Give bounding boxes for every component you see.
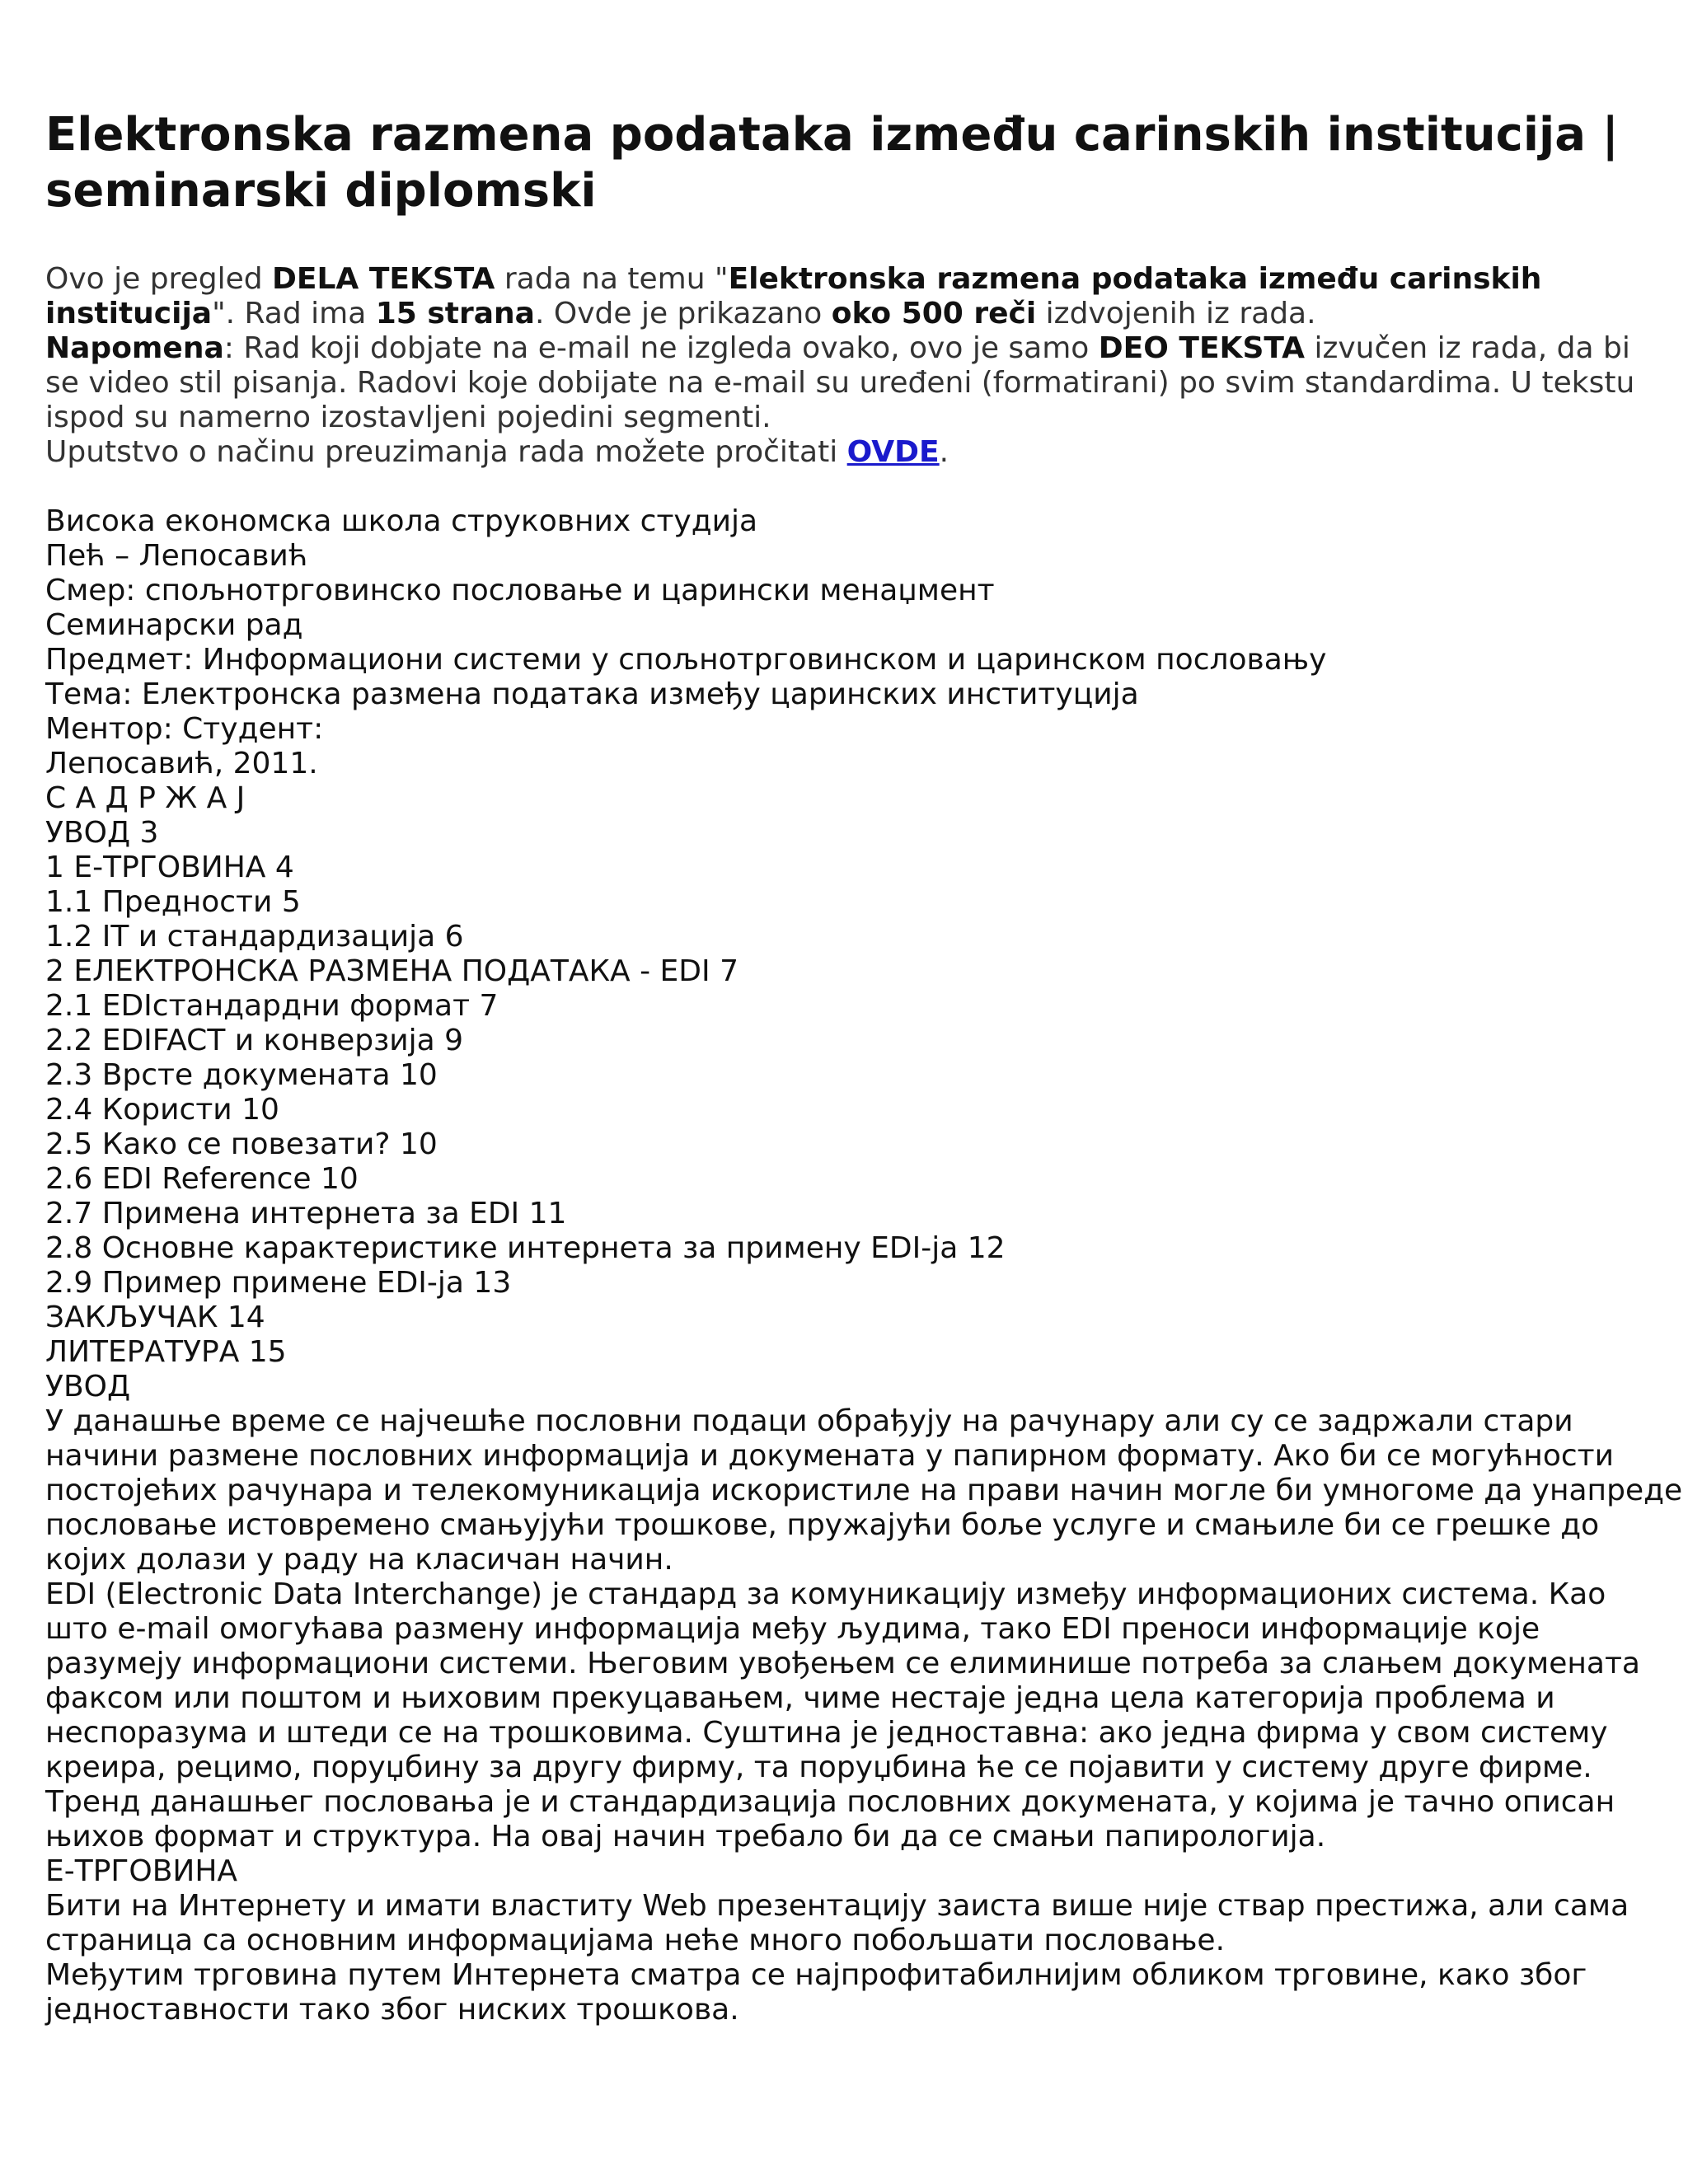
intro-notice <box>45 262 1653 470</box>
intro-bold: DELA TEKSTA <box>272 262 495 296</box>
paragraph-line: факсом или поштом и њиховим прекуцавањем, чиме нестаје једна цела категорија проблема и <box>45 1681 1555 1715</box>
paragraph-line: страница са основним информацијама неће много побољшати пословање. <box>45 1924 1226 1957</box>
content-line: Лепосавић, 2011. <box>45 747 318 780</box>
toc-item: УВОД 3 <box>45 816 159 850</box>
intro-line-2 <box>45 297 1653 331</box>
intro-text: : Rad koji dobjate na e-mail ne izgleda ovako, ovo je samo <box>223 331 1099 365</box>
intro-line-4: se video stil pisanja. Radovi koje dobijate na e-mail su uređeni (formatirani) po svim standardima. U tekstu <box>45 366 1635 400</box>
intro-topic-bold: institucija <box>45 297 213 330</box>
paragraph-line: разумеју информациони системи. Његовим увођењем се елиминише потреба за слањем докумената <box>45 1647 1640 1680</box>
toc-item: 2.9 Пример примене EDI-ја 13 <box>45 1266 512 1300</box>
intro-text: izvučen iz rada, da bi <box>1305 331 1630 365</box>
paragraph-line: Бити на Интернету и имати властиту Web презентацију заиста више није ствар престижа, али сама <box>45 1889 1629 1923</box>
intro-text: Uputstvo o načinu preuzimanja rada možete pročitati <box>45 435 847 469</box>
toc-item: 2.4 Користи 10 <box>45 1093 279 1127</box>
intro-text: . <box>939 435 950 469</box>
spacer <box>45 470 1653 504</box>
section-heading: Е-ТРГОВИНА <box>45 1854 238 1888</box>
intro-topic-bold: Elektronska razmena podataka između carinskih <box>728 262 1542 296</box>
content-line: Тема: Електронска размена података између царинских институција <box>45 677 1139 711</box>
paragraph-line: што e-mail омогућава размену информација међу људима, тако EDI преноси информације које <box>45 1612 1540 1646</box>
download-instructions-link[interactable]: OVDE <box>846 435 940 469</box>
toc-item: 2.8 Основне карактеристике интернета за примену EDI-ја 12 <box>45 1231 1006 1265</box>
content-line: Висока економска школа струковних студија <box>45 504 758 538</box>
toc-item: 1 Е-ТРГОВИНА 4 <box>45 851 294 884</box>
word-count: oko 500 reči <box>831 297 1037 330</box>
intro-line-3 <box>45 331 1653 366</box>
content-line: Ментор: Студент: <box>45 712 324 746</box>
paragraph-line: креира, рецимо, поруџбину за другу фирму, та поруџбина ће се појавити у систему друге фирме. <box>45 1750 1592 1784</box>
content-line: Предмет: Информациони системи у спољнотрговинском и царинском пословању <box>45 643 1327 677</box>
paper-excerpt <box>45 504 1683 2027</box>
toc-item: 2.5 Како се повезати? 10 <box>45 1127 438 1161</box>
content-line: Смер: спољнотрговинско пословање и царински менаџмент <box>45 574 995 607</box>
intro-text: . Ovde je prikazano <box>534 297 832 330</box>
paragraph-line: постојећих рачунара и телекомуникација искористиле на прави начин могле би умногоме да унапреде <box>45 1474 1683 1507</box>
toc-heading: С А Д Р Ж А Ј <box>45 781 246 815</box>
page-title <box>45 107 1653 219</box>
section-heading: УВОД <box>45 1370 131 1404</box>
toc-item: 1.1 Предности 5 <box>45 885 301 919</box>
intro-text: izdvojenih iz rada. <box>1036 297 1316 330</box>
intro-text: Ovo je pregled <box>45 262 273 296</box>
page-count: 15 strana <box>375 297 535 330</box>
intro-text: ". Rad ima <box>212 297 376 330</box>
paragraph-line: једноставности тако због ниских трошкова. <box>45 1993 739 2027</box>
paragraph-line: У данашње време се најчешће пословни подаци обрађују на рачунару али су се задржали стари <box>45 1404 1573 1438</box>
intro-line-1 <box>45 262 1653 297</box>
toc-item: 2.6 EDI Reference 10 <box>45 1162 359 1196</box>
toc-item: 2.1 EDIстандардни формат 7 <box>45 989 499 1023</box>
content-line: Семинарски рад <box>45 608 303 642</box>
toc-item: 2 ЕЛЕКТРОНСКА РАЗМЕНА ПОДАТАКА - EDI 7 <box>45 954 738 988</box>
note-label: Napomena <box>45 331 224 365</box>
intro-bold: DEO TEKSTA <box>1098 331 1305 365</box>
title-line-1: Elektronska razmena podataka između carinskih institucija | <box>45 108 1619 162</box>
toc-item: 1.2 IT и стандардизација 6 <box>45 920 464 954</box>
paragraph-line: њихов формат и структура. На овај начин требало би да се смањи папирологија. <box>45 1820 1326 1854</box>
paragraph-line: Тренд данашњег пословања је и стандардизација пословних докумената, у којима је тачно описан <box>45 1785 1615 1819</box>
intro-text: rada na temu " <box>495 262 729 296</box>
toc-item: ЛИТЕРАТУРА 15 <box>45 1335 287 1369</box>
paragraph-line: пословање истовремено смањујући трошкове, пружајући боље услуге и смањиле би се грешке до <box>45 1508 1600 1542</box>
title-line-2: seminarski diplomski <box>45 164 597 218</box>
paragraph-line: начини размене пословних информација и докумената у папирном формату. Ако би се могућности <box>45 1439 1615 1473</box>
toc-item: 2.7 Примена интернета за EDI 11 <box>45 1197 567 1230</box>
paragraph-line: неспоразума и штеди се на трошковима. Суштина је једноставна: ако једна фирма у свом систему <box>45 1716 1608 1750</box>
document-page <box>45 107 1683 2027</box>
toc-item: ЗАКЉУЧАК 14 <box>45 1301 265 1334</box>
toc-item: 2.2 EDIFACT и конверзија 9 <box>45 1024 464 1057</box>
intro-line-5: ispod su namerno izostavljeni pojedini segmenti. <box>45 401 771 434</box>
intro-line-6 <box>45 435 1653 470</box>
paragraph-line: EDI (Electronic Data Interchange) је стандард за комуникацију између информационих система. Као <box>45 1577 1606 1611</box>
toc-item: 2.3 Врсте докумената 10 <box>45 1058 438 1092</box>
content-line: Пећ – Лепосавић <box>45 539 308 573</box>
paragraph-line: којих долази у раду на класичан начин. <box>45 1543 673 1577</box>
paragraph-line: Међутим трговина путем Интернета сматра се најпрофитабилнијим обликом трговине, како због <box>45 1958 1587 1992</box>
